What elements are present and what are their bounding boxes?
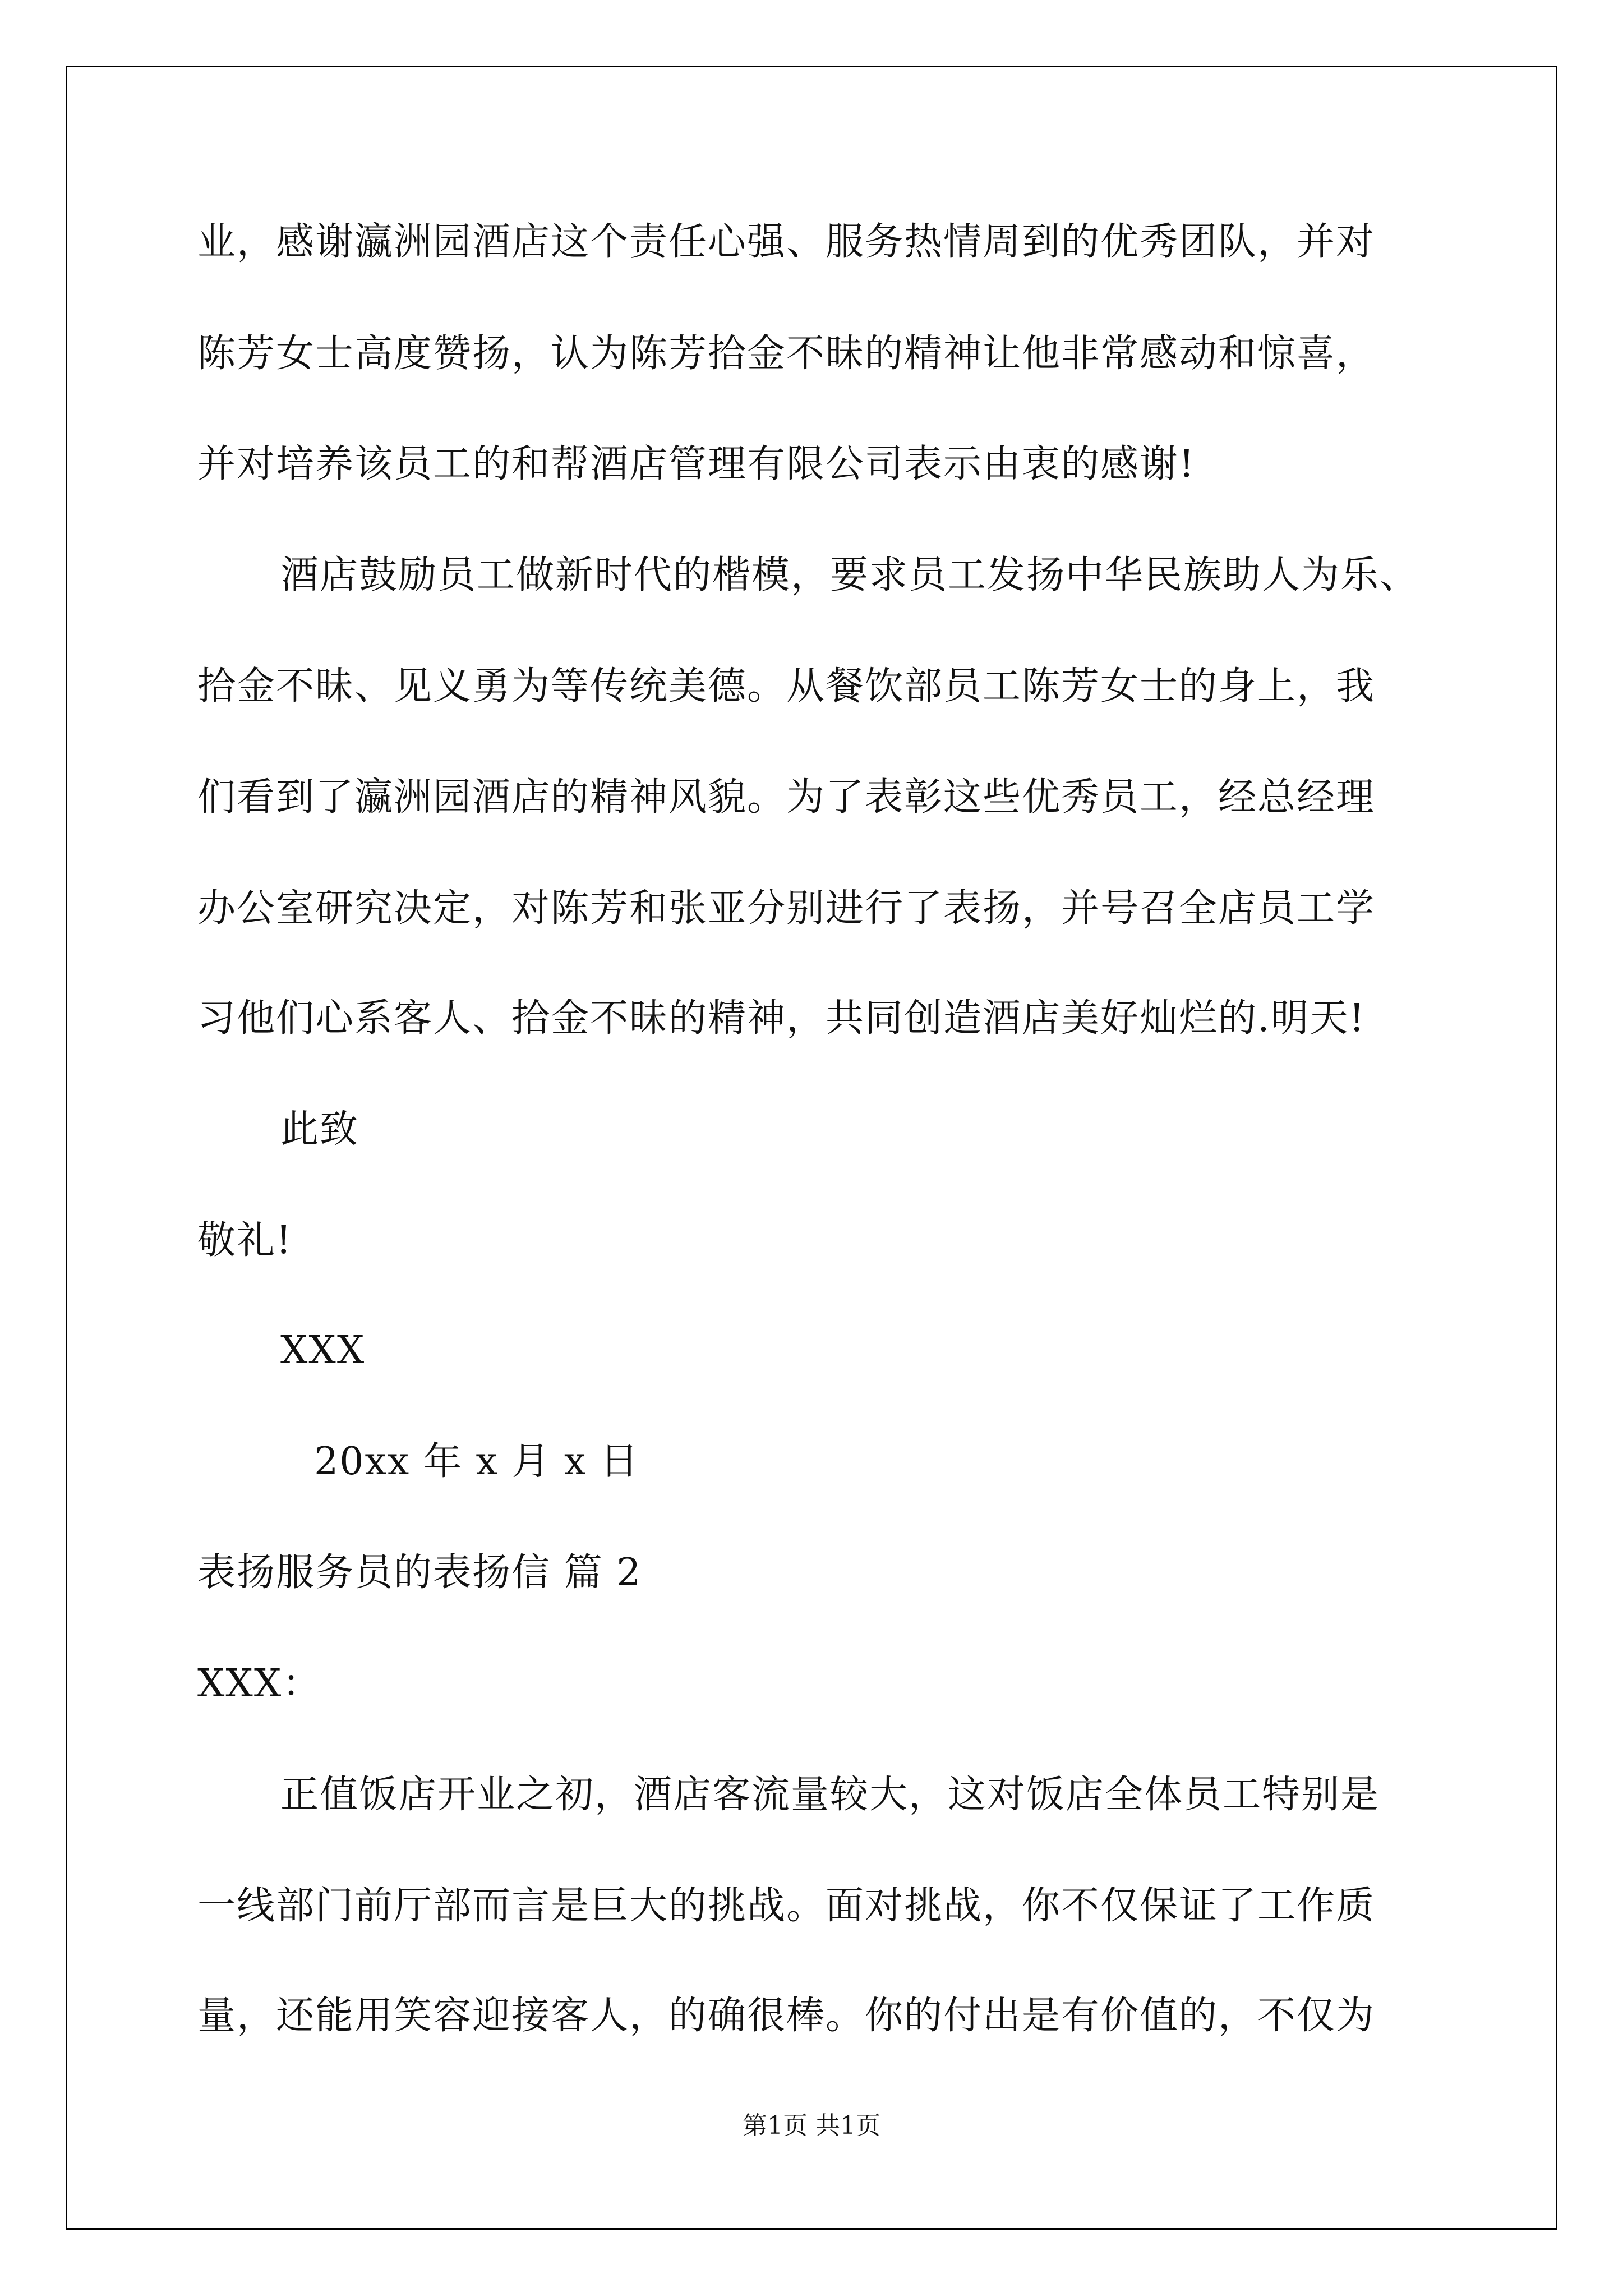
paragraph-3-line-2: 一线部门前厅部而言是巨大的挑战。面对挑战，你不仅保证了工作质	[197, 1884, 1376, 1928]
paragraph-1-line-1: 业，感谢瀛洲园酒店这个责任心强、服务热情周到的优秀团队，并对	[197, 220, 1376, 264]
paragraph-3-line-1: 正值饭店开业之初，酒店客流量较大，这对饭店全体员工特别是	[280, 1773, 1380, 1817]
date-text: 20xx 年 x 月 x 日	[314, 1439, 640, 1484]
paragraph-2-line-4: 办公室研究决定，对陈芳和张亚分别进行了表扬，并号召全店员工学	[197, 886, 1376, 931]
paragraph-2-line-3: 们看到了瀛洲园酒店的精神风貌。为了表彰这些优秀员工，经总经理	[197, 775, 1376, 820]
section-title: 表扬服务员的表扬信 篇 2	[197, 1550, 642, 1595]
page-footer: 第1页 共1页	[743, 2111, 880, 2140]
paragraph-3-line-3: 量，还能用笑容迎接客人，的确很棒。你的付出是有价值的，不仅为	[197, 1994, 1376, 2038]
signature-text: XXX	[280, 1328, 366, 1373]
paragraph-1-line-3: 并对培养该员工的和帮酒店管理有限公司表示由衷的感谢!	[197, 442, 1196, 486]
recipient-text: XXX：	[197, 1662, 322, 1706]
paragraph-1-line-2: 陈芳女士高度赞扬，认为陈芳拾金不昧的精神让他非常感动和惊喜，	[197, 332, 1376, 376]
closing-text: 此致	[280, 1107, 359, 1152]
paragraph-2-line-1: 酒店鼓励员工做新时代的楷模，要求员工发扬中华民族助人为乐、	[280, 553, 1419, 597]
salute-text: 敬礼!	[197, 1218, 293, 1263]
paragraph-2-line-5: 习他们心系客人、拾金不昧的精神，共同创造酒店美好灿烂的.明天!	[197, 996, 1366, 1041]
paragraph-2-line-2: 拾金不昧、见义勇为等传统美德。从餐饮部员工陈芳女士的身上，我	[197, 664, 1376, 708]
